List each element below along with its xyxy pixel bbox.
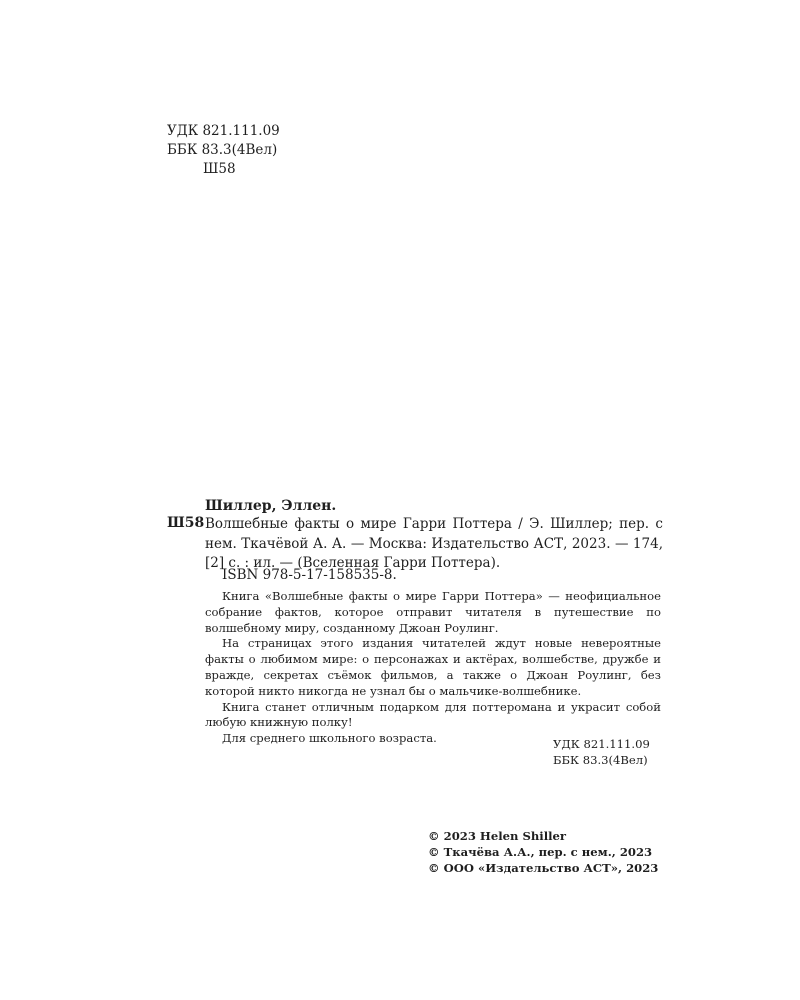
isbn: ISBN 978-5-17-158535-8.: [222, 567, 397, 583]
annotation-paragraph: На страницах этого издания читателей ждут новые невероятные факты о любимом мире: о персонажах и актёрах, волшебстве, дружбе и вражде, секретах съёмок фильмов, а также о Джоан Роулинг, без которой никто никогда не узнал бы о мальчике-волшебнике.: [205, 636, 661, 698]
top-classification-codes: [167, 122, 280, 179]
bibliographic-description: [205, 515, 663, 574]
bbk-code: ББК 83.3(4Вел): [553, 753, 648, 767]
copyright-line: © 2023 Helen Shiller: [428, 829, 567, 843]
annotation-paragraph: Книга «Волшебные факты о мире Гарри Поттера» — неофициальное собрание фактов, которое отправит читателя в путешествие по волшебному миру, созданному Джоан Роулинг.: [205, 589, 661, 635]
copyright-block: [428, 828, 658, 876]
copyright-line: © ООО «Издательство АСТ», 2023: [428, 861, 659, 875]
title-block: Волшебные факты о мире Гарри Поттера / Э. Шиллер; пер. с нем. Ткачёвой А. А. — Москва: Издательство АСТ, 2023. — 174, [2] с. : ил. — (Вселенная Гарри Поттера).: [205, 516, 663, 571]
annotation-paragraph: Для среднего школьного возраста.: [222, 731, 437, 746]
author-sign-bold: Ш58: [167, 515, 205, 531]
copyright-line: © Ткачёва А.А., пер. с нем., 2023: [428, 845, 653, 859]
udk-code: УДК 821.111.09: [553, 737, 650, 751]
author-name: Шиллер, Эллен.: [205, 498, 337, 514]
annotation-paragraph: Книга станет отличным подарком для поттеромана и украсит собой любую книжную полку!: [205, 699, 661, 730]
bottom-classification-codes: [553, 736, 650, 768]
annotation: [205, 589, 661, 747]
udk-code: УДК 821.111.09: [167, 123, 280, 139]
bbk-code: ББК 83.3(4Вел): [167, 142, 278, 158]
author-sign: Ш58: [203, 161, 236, 177]
